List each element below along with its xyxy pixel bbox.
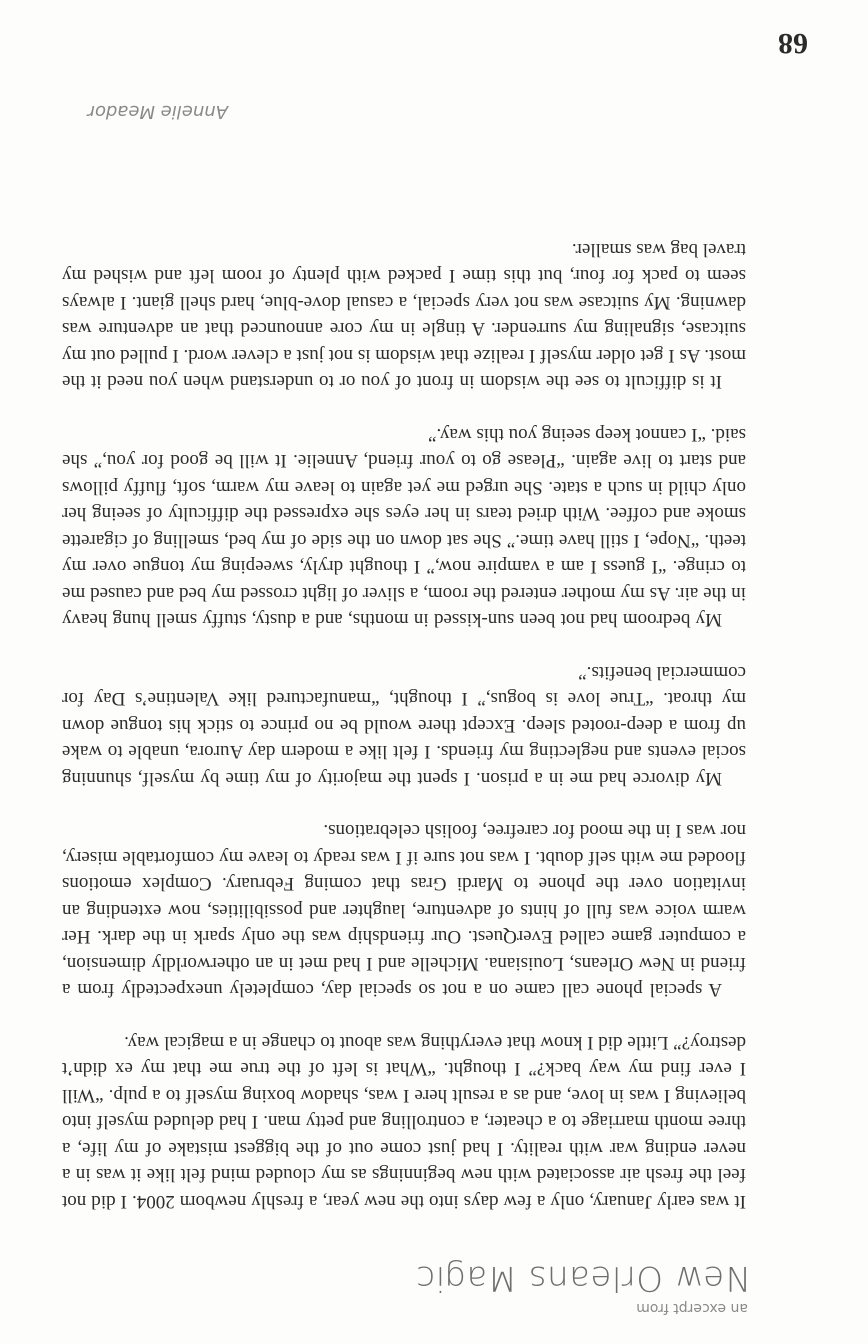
paragraph: It was early January, only a few days into the new year, a freshly newborn 2004. I did not feel the fresh air associated with new beginnings as my clouded mind felt like it was in a never ending war with reality. I had just come out of the biggest mistake of my life, a three month marriage to a cheater, a controlling and petty man. I had deluded myself into believing I was in love, and as a result here I was, shadow boxing myself to a pulp. “Will I ever find my way back?” I thought. “What is left of the true me that my ex didn’t destroy?” Little did I know that everything was about to change in a magical way. (62, 1032, 746, 1212)
story-title: New Orleans Magic (415, 1258, 750, 1298)
story-body (62, 210, 746, 1215)
paragraph: My divorce had me in a prison. I spent the majority of my time by myself, shunning social events and neglecting my friends. I felt like a modern day Aurora, unable to wake up from a deep-rooted sleep. Except there would be no prince to stick his tongue down my throat. “True love is bogus,” I thought, “manufactured like Valentine’s Day for commercial benefits.” (62, 662, 746, 789)
author-name: Annelie Meador (87, 101, 228, 122)
excerpt-kicker: an excerpt from (636, 1300, 748, 1316)
paragraph: My bedroom had not been sun-kissed in months, and a dusty, stuffy smell hung heavy in the air. As my mother entered the room, a sliver of light crossed my bed and caused me to cringe. “I guess I am a vampire now,” I thought dryly, sweeping my tongue over my teeth. “Nope, I still have time.” She sat down on the side of my bed, smelling of cigarette smoke and coffee. With dried tears in her eyes she expressed the difficulty of seeing her only child in such a state. She urged me yet again to leave my warm, soft, fluffy pillows and start to live again. “Please go to your friend, Annelie. It will be good for you,” she said. “I cannot keep seeing you this way.” (62, 424, 746, 631)
page-number: 68 (778, 27, 808, 60)
paragraph: A special phone call came on a not so special day, completely unexpectedly from a friend in New Orleans, Louisiana. Michelle and I had met in an otherworldly dimension, a computer game called EverQuest. Our friendship was the only spark in the dark. Her warm voice was full of hints of adventure, laughter and possibilities, now extending an invitation over the phone to Mardi Gras that coming February. Complex emotions flooded me with self doubt. I was not sure if I was ready to leave my comfortable misery, nor was I in the mood for carefree, foolish celebrations. (62, 820, 746, 1001)
paragraph: It is difficult to see the wisdom in front of you or to understand when you need it the most. As I get older myself I realize that wisdom is not just a clever word. I pulled out my suitcase, signaling my surrender. A tingle in my core announced that an adventure was dawning. My suitcase was not very special, a casual dove-blue, hard shell giant. I always seem to pack for four, but this time I packed with plenty of room left and wished my travel bag was smaller. (62, 239, 746, 393)
